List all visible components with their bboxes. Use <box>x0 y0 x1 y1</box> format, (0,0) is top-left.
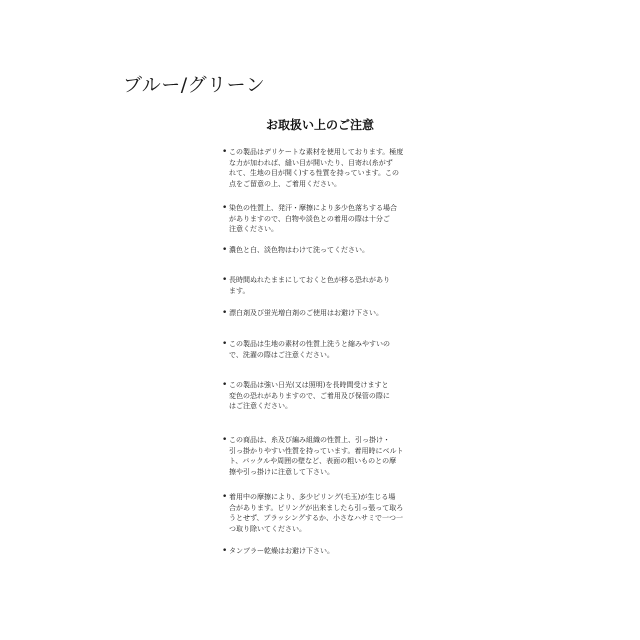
care-item-text: 長時間ぬれたままにしておくと色が移る恐れがあり ます。 <box>229 276 390 295</box>
bullet: • <box>222 308 228 318</box>
bullet: • <box>222 435 228 445</box>
care-item-text: この商品は、糸及び編み組織の性質上、引っ掛け・ 引っ掛かりやすい性質を持っています。着用時にベルト ト、バックルや周囲の壁など、表面の粗いものとの摩 擦や引っ掛けに注意して下さい。 <box>229 436 404 476</box>
care-title: お取扱い上のご注意 <box>265 118 374 132</box>
bullet: • <box>222 147 228 157</box>
bullet: • <box>222 275 228 285</box>
bullet: • <box>222 380 228 390</box>
care-item-text: この製品は強い日光(又は照明)を長時間受けますと 変色の恐れがありますので、ご着用及び保管の際に はご注意ください。 <box>229 381 390 410</box>
bullet: • <box>222 339 228 349</box>
bullet: • <box>222 245 228 255</box>
care-item-text: 着用中の摩擦により、多少ピリング(毛玉)が生じる場 合があります。ピリングが出来ましたら引っ張って取ろ うとせず、ブラッシングするか、小さなハサミで一つ一 つ取り除いてください。 <box>229 493 404 533</box>
bullet: • <box>222 492 228 502</box>
bullet: • <box>222 546 228 556</box>
care-item-text: この製品はデリケートな素材を使用しております。極度 な力が加われば、縫い目が開いたり、目寄れ(糸がず れて、生地の目が開く)する性質を持っています。この 点をご留意の上、ご着用ください。 <box>229 148 404 188</box>
care-item-text: 濃色と白、淡色物はわけて洗ってください。 <box>229 246 369 254</box>
color-label: ブルー/グリーン <box>123 74 266 96</box>
care-item-text: 漂白剤及び蛍光増白剤のご使用はお避け下さい。 <box>229 309 383 317</box>
bullet: • <box>222 203 228 213</box>
care-item-text: 染色の性質上、発汗・摩擦により多少色落ちする場合 がありますので、白物や淡色との着用の際は十分ご 注意ください。 <box>229 204 397 233</box>
care-item-text: タンブラー乾燥はお避け下さい。 <box>229 547 334 555</box>
care-item-text: この製品は生地の素材の性質上洗うと縮みやすいの で、洗濯の際はご注意ください。 <box>229 340 390 359</box>
